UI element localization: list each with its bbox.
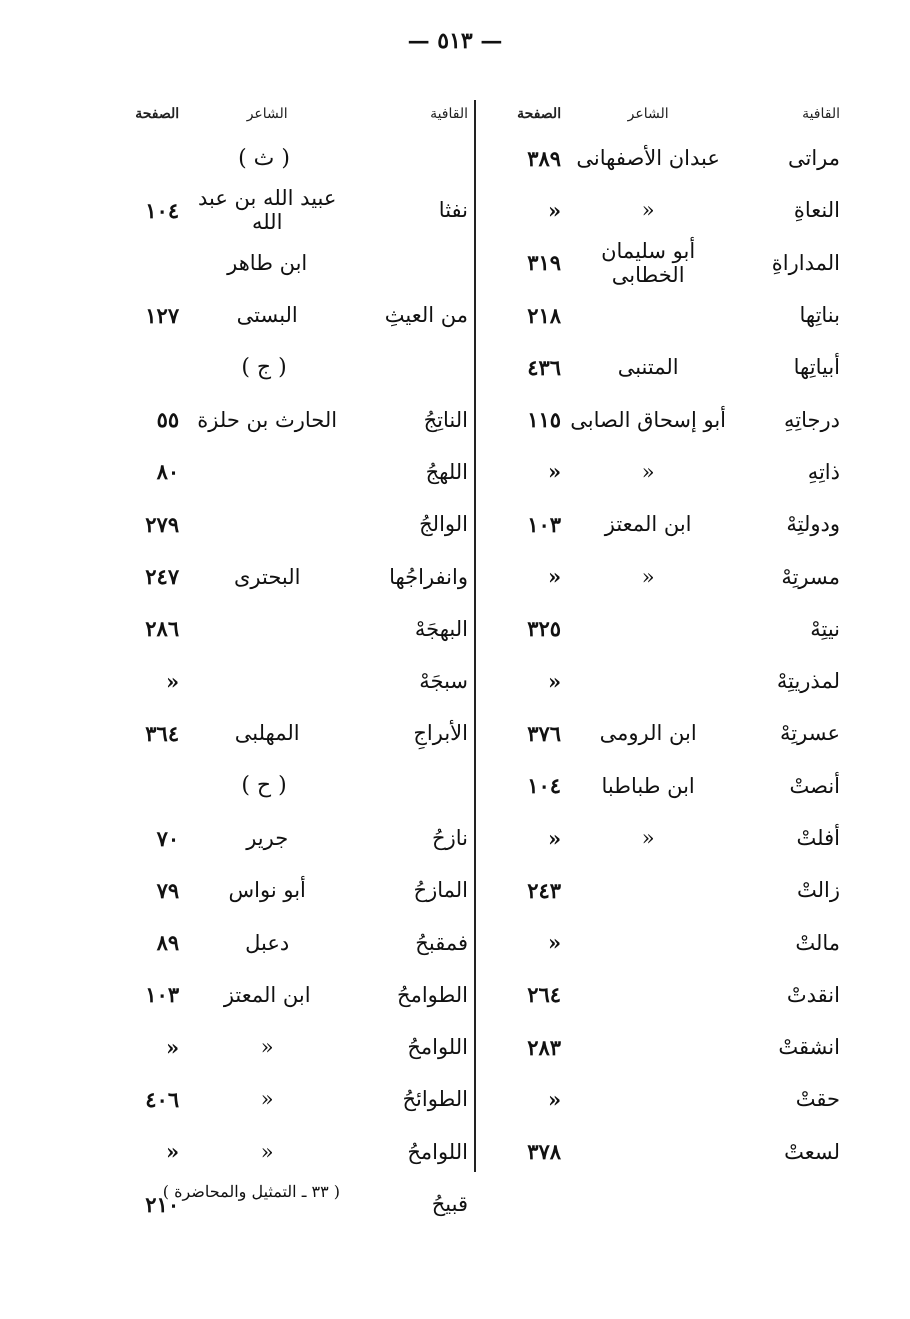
index-row: [100, 184, 468, 236]
qafiya-cell: أنصتْ: [789, 773, 840, 798]
qafiya-cell: عسرتِهْ: [780, 721, 840, 746]
qafiya-cell: مراتی: [787, 146, 840, 171]
index-row: [100, 289, 468, 341]
page-cell: «: [166, 1139, 180, 1165]
poet-cell: أبو نواس: [228, 878, 306, 903]
poet-cell: ابن طباطبا: [601, 773, 695, 798]
section-letter: ( ج ): [241, 354, 287, 380]
poet-cell: «: [641, 564, 655, 589]
qafiya-cell: الوالجُ: [419, 512, 468, 537]
qafiya-cell: المداراةِ: [771, 250, 840, 275]
page-cell: ٣٦٤: [145, 720, 180, 746]
index-row: [480, 132, 840, 184]
poet-cell: «: [260, 1087, 274, 1112]
index-row: [100, 603, 468, 655]
qafiya-cell: من العيثِ: [384, 303, 468, 328]
poet-cell: أبو إسحاق الصابی: [570, 407, 727, 432]
qafiya-cell: الأبراجِ: [413, 721, 468, 746]
qafiya-cell: اللوامحُ: [407, 1139, 468, 1164]
poet-cell: الحارث بن حلزة: [197, 407, 338, 432]
section-letter: ( ح ): [241, 773, 287, 799]
index-row: [480, 916, 840, 968]
qafiya-cell: حقتْ: [795, 1087, 840, 1112]
qafiya-cell: اللوامحُ: [407, 1035, 468, 1060]
qafiya-cell: درجاتِهِ: [784, 407, 840, 432]
page-cell: ٢٨٦: [145, 616, 180, 642]
page-cell: «: [547, 197, 562, 223]
qafiya-cell: الطوائحُ: [402, 1087, 468, 1112]
qafiya-cell: وانفراجُها: [389, 564, 468, 589]
page-cell: «: [547, 1086, 562, 1112]
header-shaer: الشاعر: [627, 106, 669, 122]
poet-cell: ابن المعتز: [223, 982, 311, 1007]
page-cell: ١٠٤: [527, 773, 562, 799]
page-cell: ٧٠: [156, 825, 180, 851]
index-row: [480, 237, 840, 289]
page-cell: ١١٥: [527, 407, 562, 433]
index-row: [100, 1073, 468, 1125]
header-shaer: الشاعر: [246, 106, 288, 122]
qafiya-cell: انقدتْ: [786, 982, 840, 1007]
index-row: [100, 916, 468, 968]
index-row: [480, 289, 840, 341]
index-row: [480, 812, 840, 864]
index-row: [100, 655, 468, 707]
qafiya-cell: نفثا: [438, 198, 468, 223]
poet-cell: «: [260, 1035, 274, 1060]
header-safha: الصفحة: [135, 106, 180, 122]
header-safha: الصفحة: [517, 106, 562, 122]
page-cell: ٢٨٣: [527, 1034, 562, 1060]
poet-cell: ابن طاهر: [227, 250, 308, 275]
qafiya-cell: الطوامحُ: [397, 982, 468, 1007]
page-cell: ٢٤٧: [145, 564, 180, 590]
index-row: [480, 498, 840, 550]
index-row: [480, 969, 840, 1021]
page-cell: «: [547, 459, 562, 485]
index-row: [480, 603, 840, 655]
qafiya-cell: أبياتِها: [793, 355, 840, 380]
qafiya-cell: ودولتِهْ: [786, 512, 840, 537]
index-row: [480, 864, 840, 916]
index-row: [480, 655, 840, 707]
qafiya-cell: الناتِجُ: [423, 407, 468, 432]
qafiya-cell: سبجَهْ: [419, 669, 468, 694]
qafiya-cell: النعاةِ: [793, 198, 840, 223]
footer-note: ( ٣٣ ـ التمثيل والمحاضرة ): [162, 1182, 340, 1201]
qafiya-cell: ذاتِهِ: [807, 459, 840, 484]
poet-cell: «: [641, 198, 655, 223]
index-row: [480, 760, 840, 812]
qafiya-cell: لسعتْ: [784, 1139, 840, 1164]
page-cell: ١٢٧: [145, 302, 180, 328]
qafiya-cell: مسرتِهْ: [781, 564, 840, 589]
poet-cell: جرير: [246, 826, 289, 850]
poet-cell: المهلبی: [234, 721, 300, 746]
index-column-left: [100, 106, 468, 1230]
section-letter-row: [100, 760, 468, 812]
page-cell: ٣٨٩: [527, 145, 562, 171]
index-row: [100, 498, 468, 550]
section-letter: ( ث ): [238, 145, 290, 171]
index-row: [480, 184, 840, 236]
poet-cell: «: [641, 459, 655, 484]
qafiya-cell: بناتِها: [799, 303, 840, 328]
page-cell: ٣٢٥: [527, 616, 562, 642]
poet-cell: دعبل: [245, 930, 290, 955]
page-cell: ٢٤٣: [527, 877, 562, 903]
index-column-right: [480, 106, 840, 1178]
header-row: [480, 106, 840, 132]
section-letter-row: [100, 132, 468, 184]
index-row: [480, 1126, 840, 1178]
page-cell: ٥٥: [156, 407, 180, 433]
poet-cell: «: [641, 826, 655, 850]
qafiya-cell: المازحُ: [413, 878, 468, 903]
poet-cell: البستی: [236, 303, 298, 328]
poet-cell: ابن الرومی: [599, 721, 697, 746]
index-row: [100, 393, 468, 445]
page-cell: «: [166, 1034, 180, 1060]
page-number: — ٥١٣ —: [407, 28, 503, 54]
index-row: [480, 550, 840, 602]
poet-cell: أبو سليمان الخطابی: [601, 238, 696, 287]
index-row: [480, 1073, 840, 1125]
page-cell: ٨٩: [156, 930, 180, 956]
index-row: [100, 446, 468, 498]
page-cell: ٣٧٦: [527, 720, 562, 746]
qafiya-cell: فمقبحُ: [415, 930, 468, 955]
poet-cell: ابن المعتز: [604, 512, 692, 537]
index-row: [480, 707, 840, 759]
index-row: [480, 393, 840, 445]
qafiya-cell: البهجَهْ: [414, 616, 468, 641]
qafiya-cell: نيتِهْ: [810, 616, 840, 641]
column-divider: [474, 100, 476, 1172]
index-row: [480, 1021, 840, 1073]
index-row: [100, 237, 468, 289]
qafiya-cell: انشقتْ: [778, 1035, 840, 1060]
page-cell: «: [166, 668, 180, 694]
qafiya-cell: مالتْ: [795, 930, 840, 955]
poet-cell: البحتری: [233, 564, 301, 589]
page-cell: ٨٠: [156, 459, 180, 485]
page-cell: ٤٣٦: [527, 354, 562, 380]
section-letter-row: [100, 341, 468, 393]
index-row: [100, 707, 468, 759]
page-cell: ٢١٨: [527, 302, 562, 328]
qafiya-cell: أفلتْ: [796, 826, 840, 850]
page-cell: «: [547, 825, 562, 851]
page-cell: ٣٧٨: [527, 1139, 562, 1165]
poet-cell: «: [260, 1139, 274, 1164]
index-row: [100, 864, 468, 916]
header-row: [100, 106, 468, 132]
index-row: [100, 1021, 468, 1073]
page-cell: ٣١٩: [527, 250, 562, 276]
page-cell: «: [547, 564, 562, 590]
page-cell: ٧٩: [156, 877, 180, 903]
qafiya-cell: زالتْ: [797, 878, 840, 903]
page-cell: ٢٦٤: [527, 982, 562, 1008]
poet-cell: عبدان الأصفهانی: [576, 146, 720, 171]
qafiya-cell: نازحُ: [432, 826, 468, 850]
page-cell: ١٠٣: [527, 511, 562, 537]
page-cell: ٢١٠: [145, 1191, 180, 1217]
page-cell: ١٠٤: [145, 197, 180, 223]
header-qafiya: القافية: [802, 106, 840, 122]
qafiya-cell: اللهجُ: [425, 459, 468, 484]
poet-cell: عبيد الله بن عبد الله: [197, 186, 337, 235]
qafiya-cell: لمذريتِهْ: [776, 669, 840, 694]
page-cell: ١٠٣: [145, 982, 180, 1008]
poet-cell: المتنبی: [617, 355, 679, 380]
header-qafiya: القافية: [430, 106, 468, 122]
qafiya-cell: قبيحُ: [431, 1192, 468, 1217]
index-row: [480, 446, 840, 498]
index-row: [480, 341, 840, 393]
page-cell: «: [547, 930, 562, 956]
index-row: [100, 969, 468, 1021]
index-row: [100, 812, 468, 864]
index-row: [100, 1126, 468, 1178]
index-row: [100, 550, 468, 602]
page-cell: ٤٠٦: [145, 1086, 180, 1112]
page-cell: ٢٧٩: [145, 511, 180, 537]
page-cell: «: [547, 668, 562, 694]
